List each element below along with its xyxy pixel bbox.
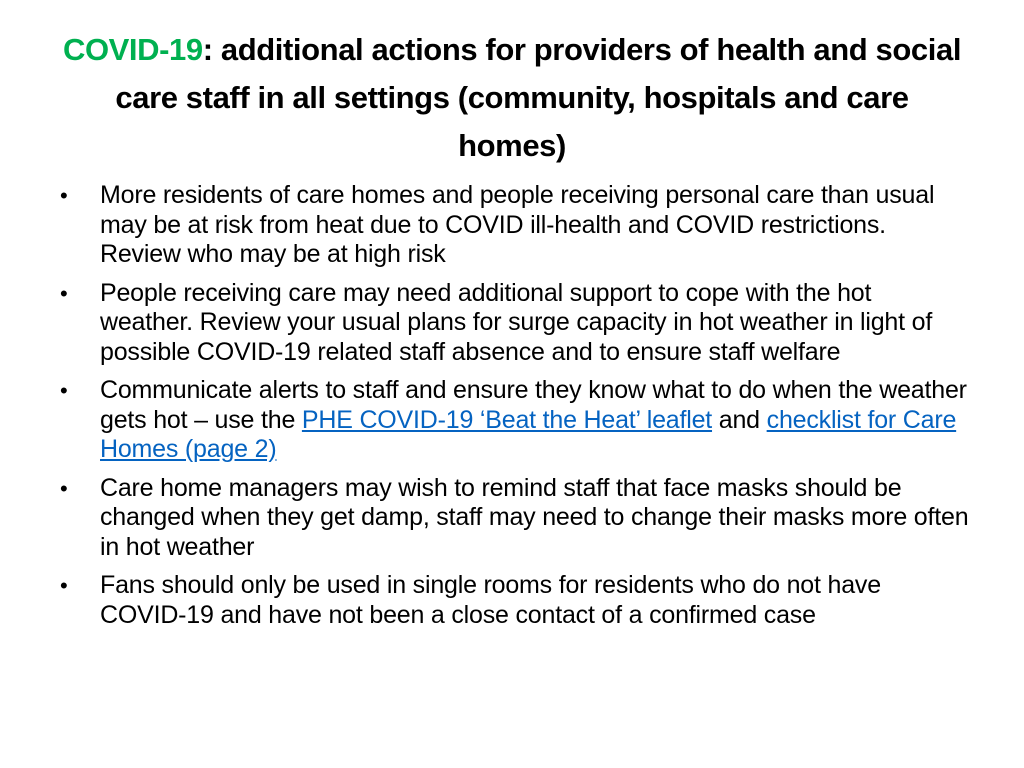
bullet-text-3a: Communicate alerts to staff and ensure they know what to do when the weather gets hot – use the — [100, 376, 967, 434]
bullet-item-3 — [60, 376, 970, 465]
bullet-item-2 — [60, 279, 970, 368]
bullet-text-5: Fans should only be used in single rooms for residents who do not have COVID-19 and have not been a close contact of a confirmed case — [100, 571, 881, 629]
care-homes-checklist-link[interactable]: checklist for Care Homes (page 2) — [100, 405, 957, 463]
bullet-item-4 — [60, 474, 970, 563]
bullet-item-5 — [60, 571, 970, 630]
bullet-text-2: People receiving care may need additional support to cope with the hot weather. Review your usual plans for surge capacity in hot weather in light of possible COVID-19 related staff absence and to ensure staff welfare — [100, 278, 933, 366]
bullet-text-3b: and — [712, 405, 767, 434]
bullet-icon: • — [60, 573, 68, 598]
bullet-icon: • — [60, 378, 68, 403]
beat-the-heat-leaflet-link[interactable]: PHE COVID-19 ‘Beat the Heat’ leaflet — [301, 405, 713, 434]
bullet-list — [60, 181, 970, 639]
bullet-icon: • — [60, 475, 68, 501]
bullet-icon: • — [60, 280, 68, 306]
slide-title — [60, 26, 964, 170]
title-accent: COVID-19 — [62, 32, 203, 67]
bullet-icon: • — [60, 183, 68, 208]
bullet-text-1: More residents of care homes and people receiving personal care than usual may be at risk from heat due to COVID ill-health and COVID restrictions. Review who may be at high risk — [100, 181, 935, 268]
bullet-item-1 — [60, 181, 970, 270]
bullet-text-4: Care home managers may wish to remind staff that face masks should be changed when they get damp, staff may need to change their masks more often in hot weather — [100, 473, 969, 561]
title-text: : additional actions for providers of health and social care staff in all settings (community, hospitals and care homes) — [115, 32, 962, 163]
